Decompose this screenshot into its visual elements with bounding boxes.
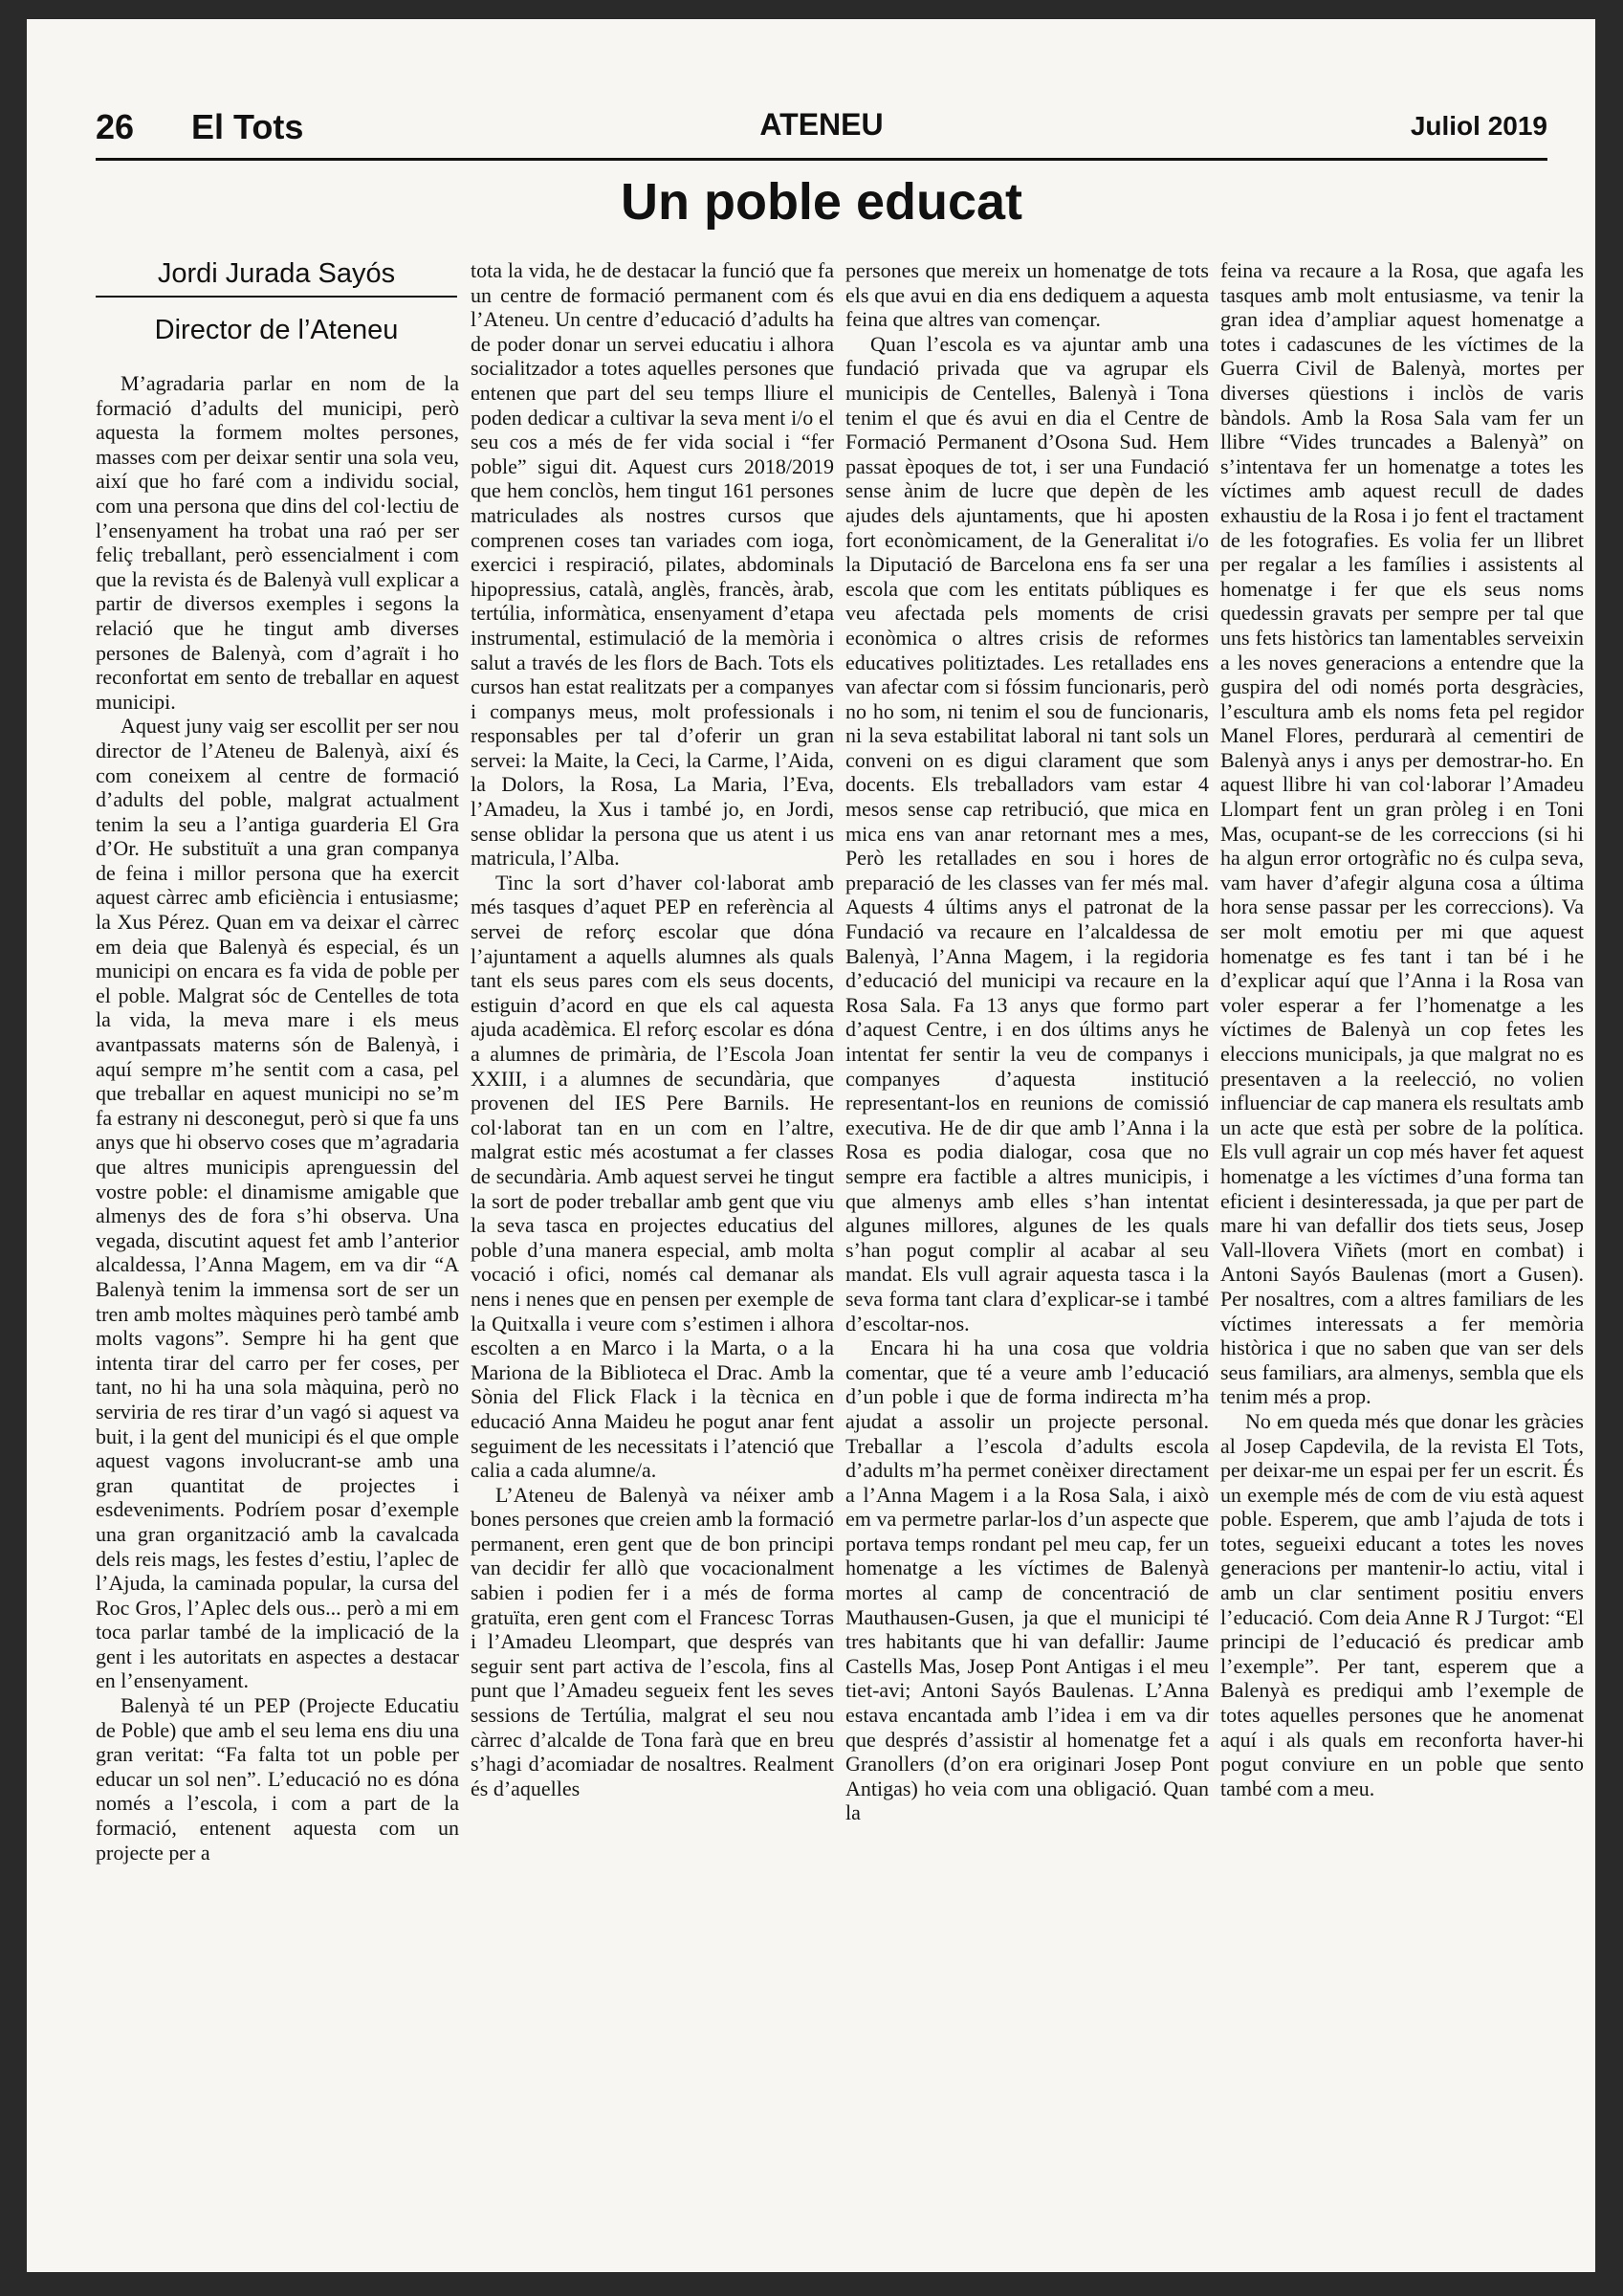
author-name: Jordi Jurada Sayós [96, 258, 457, 298]
byline [96, 258, 457, 346]
paragraph: No em queda més que donar les gràcies al Josep Capdevila, de la revista El Tots, per deixar-me un espai per fer un escrit. És un exemple més de com de viu està aquest poble. Esperem, que amb l’ajuda de tots i totes, segueixi educant a totes les noves generacions per mantenir-lo actiu, vital i amb un clar sentiment positiu envers l’educació. Com deia Anne R J Turgot: “El principi de l’educació és predicar amb l’exemple”. Per tant, esperem que a Balenyà es prediqui amb l’exemple de totes aquelles persones que he anomenat aquí i als quals em reconforta haver-hi pogut conviure en un poble que sento també com a meu. [1220, 1408, 1584, 1800]
paragraph: Quan l’escola es va ajuntar amb una fundació privada que va agrupar els municipis de Centelles, Balenyà i Tona tenim el que és avui en dia el Centre de Formació Permanent d’Osona Sud. Hem passat èpoques de tot, i ser una Fundació sense ànim de lucre que depèn de les ajudes dels ajuntaments, que hi aposten fort econòmicament, de la Generalitat i/o la Diputació de Barcelona ens fa ser una escola que com les entitats públiques es veu afectada pels moments de crisi econòmica o altres crisis de reformes educatives politiztades. Les retallades ens van afectar com si fóssim funcionaris, però no ho som, ni tenim el sou de funcionaris, ni la seva estabilitat laboral ni tant sols un conveni on es digui clarament que som docents. Els treballadors vam estar 4 mesos sense cap retribució, que mica en mica ens van anar retornant mes a mes, Però les retallades en sou i hores de preparació de les classes van fer més mal. Aquests 4 últims anys el patronat de la Fundació va recaure en l’alcaldessa de Balenyà, l’Anna Magem, i la regidoria d’educació del municipi va recaure en la Rosa Sala. Fa 13 anys que formo part d’aquest Centre, i en dos últims anys he intentat fer sentir la veu de companys i companyes d’aquesta institució representant-los en reunions de comissió executiva. He de dir que amb l’Anna i la Rosa es podia dialogar, cosa que no sempre era factible a altres municipis, i que almenys amb elles s’han intentat algunes millores, algunes de les quals s’han pogut complir al acabar al seu mandat. Els vull agrair aquesta tasca i la seva forma tant clara d’explicar-se i també d’escoltar-nos. [845, 331, 1209, 1336]
paragraph: persones que mereix un homenatge de tots els que avui en dia ens dediquem a aquesta feina que altres van començar. [845, 258, 1209, 332]
page-number: 26 [96, 107, 135, 146]
article-column-4 [1220, 258, 1584, 2248]
paragraph: feina va recaure a la Rosa, que agafa les tasques amb molt entusiasme, va tenir la gran idea d’ampliar aquest homenatge a totes i cadascunes de les víctimes de la Guerra Civil de Balenyà, mortes per diverses qüestions i inclòs de varis bàndols. Amb la Rosa Sala vam fer un llibre “Vides truncades a Balenyà” on s’intentava fer un homenatge a totes les víctimes amb aquest recull de dades exhaustiu de la Rosa i jo fent el tractament de les fotografies. Es volia fer un llibret per regalar a les famílies i assistents al homenatge i fer que els seus noms quedessin gravats per sempre per tal que uns fets històrics tan lamentables serveixin a les noves generacions a entendre que la guspira del odi només porta desgràcies, l’escultura amb els noms feta pel regidor Manel Flores, perdurarà al cementiri de Balenyà anys i anys per demostrar-ho. En aquest llibre hi van col·laborar l’Amadeu Llompart fent un gran pròleg i en Toni Mas, ocupant-se de les correccions (si hi ha algun error ortogràfic no és culpa seva, vam haver d’afegir alguna cosa a última hora sense passar per les correccions). Va ser molt emotiu per mi que aquest homenatge es fes tant i tan bé i he d’explicar aquí que l’Anna i la Rosa van voler esperar a fer l’homenatge a les víctimes de Balenyà un cop fetes les eleccions municipals, ja que malgrat no es presentaven a la reelecció, no volien influenciar de cap manera els resultats amb un acte que està per sobre de la política. Els vull agrair un cop més haver fet aquest homenatge a les víctimes d’una forma tan eficient i desinteressada, ja que per part de mare hi van defallir dos tiets seus, Josep Vall-llovera Viñets (mort en combat) i Antoni Sayós Baulenas (mort a Gusen). Per nosaltres, com a altres familiars de les víctimes interessats a fer memòria històrica i que no saben que van ser dels seus familiars, ara almenys, sembla que els tenim més a prop. [1220, 258, 1584, 1409]
paragraph: M’agradaria parlar en nom de la formació d’adults del municipi, però aquesta la formem moltes persones, masses com per deixar sentir una sola veu, així que ho faré com a individu social, com una persona que dins del col·lectiu de l’ensenyament ha trobat una raó per ser feliç treballant, però essencialment i com que la revista és de Balenyà vull explicar a partir de diversos exemples i segons la relació que he tingut amb diverses persones de Balenyà, com d’agraït i ho reconfortat em sento de treballar en aquest municipi. [96, 371, 459, 714]
header-rule [96, 158, 1547, 161]
paragraph: tota la vida, he de destacar la funció que fa un centre de formació permanent com és l’Ateneu. Un centre d’educació d’adults ha de poder donar un servei educatiu i alhora socialitzador a totes aquelles persones que entenen que part del seu temps lliure el poden dedicar a cultivar la seva ment i/o el seu cos a més de fer vida social i “fer poble” sigui dit. Aquest curs 2018/2019 que hem conclòs, hem tingut 161 persones matriculades als nostres cursos que comprenen coses tan variades com ioga, exercici i respiració, pilates, abdominals hipopressius, català, anglès, francès, àrab, tertúlia, informàtica, ensenyament d’etapa instrumental, estimulació de la memòria i salut a través de les flors de Bach. Tots els cursos han estat realitzats per a companyes i companys meus, molt professionals i responsables per tal d’oferir un gran servei: la Maite, la Ceci, la Carme, l’Aida, la Dolors, la Rosa, La Maria, l’Eva, l’Amadeu, la Xus i també jo, en Jordi, sense oblidar la persona que us atent i us matricula, l’Alba. [471, 258, 834, 871]
section-name: ATENEU [759, 107, 884, 142]
newspaper-page [27, 19, 1595, 2272]
publication-name: El Tots [191, 107, 304, 146]
author-role: Director de l’Ateneu [154, 315, 399, 345]
paragraph: Balenyà té un PEP (Projecte Educatiu de Poble) que amb el seu lema ens diu una gran veritat: “Fa falta tot un poble per educar un sol nen”. L’educació no es dóna només a l’escola, i com a part de la formació, entenent aquesta com un projecte per a [96, 1693, 459, 1865]
issue-date: Juliol 2019 [1410, 111, 1547, 141]
article-column-3 [845, 258, 1209, 2248]
article-title: Un poble educat [620, 173, 1023, 231]
paragraph: L’Ateneu de Balenyà va néixer amb bones persones que creien amb la formació permanent, eren gent que de bon principi van decidir fer allò que vocacionalment sabien i podien fer i a més de forma gratuïta, eren gent com el Francesc Torras i l’Amadeu Lleompart, que després van seguir sent part activa de l’escola, fins al punt que l’Amadeu segueix fent les seves sessions de Tertúlia, malgrat el seu nou càrrec d’alcalde de Tona farà que en breu s’hagi d’acomiadar de nosaltres. Realment és d’aquelles [471, 1482, 834, 1800]
article-column-1 [96, 371, 459, 2246]
paragraph: Tinc la sort d’haver col·laborat amb més tasques d’aquet PEP en referència al servei de reforç escolar que dóna l’ajuntament a aquells alumnes als quals tant els seus pares com els seus docents, estiguin d’acord en que els cal aquesta ajuda acadèmica. El reforç escolar es dóna a alumnes de primària, de l’Escola Joan XXIII, i a alumnes de secundària, que provenen del IES Pere Barnils. He col·laborat tan en un com en l’altre, malgrat estic més acostumat a fer classes de secundària. Amb aquest servei he tingut la sort de poder treballar amb gent que viu la seva tasca en projectes educatius del poble d’una manera especial, amb molta vocació i ofici, només cal demanar als nens i nenes que en pensen per exemple de la Quitxalla i veure com s’estimen i alhora escolten a en Marco i la Marta, o a la Mariona de la Biblioteca el Drac. Amb la Sònia del Flick Flack i la tècnica en educació Anna Maideu he pogut anar fent seguiment de les necessitats i l’atenció que calia a cada alumne/a. [471, 870, 834, 1483]
page-header [96, 94, 1547, 161]
paragraph: Aquest juny vaig ser escollit per ser nou director de l’Ateneu de Balenyà, així és com coneixem al centre de formació d’adults del poble, malgrat actualment tenim la seu a l’antiga guarderia El Gra d’Or. He substituït a una gran companya de feina i millor persona que ha exercit aquest càrrec amb eficiència i entusiasme; la Xus Pérez. Quan em va deixar el càrrec em deia que Balenyà és especial, és un municipi on encara es fa vida de poble per el poble. Malgrat sóc de Centelles de tota la vida, la meva mare i els meus avantpassats materns són de Balenyà, i aquí sempre m’he sentit com a casa, pel que treballar en aquest municipi no se’m fa estrany ni desconegut, però si que fa uns anys que hi observo coses que m’agradaria que altres municipis aprenguessin del vostre poble: el dinamisme amigable que almenys des de fora s’hi observa. Una vegada, discutint aquest fet amb l’anterior alcaldessa, l’Anna Magem, em va dir “A Balenyà tenim la immensa sort de ser un tren amb moltes màquines però també amb molts vagons”. Sempre hi ha gent que intenta tirar del carro per fer coses, per tant, no hi ha una sola màquina, però no serviria de res tirar d’un vagó si aquest va buit, i la gent del municipi és el que omple aquest vagons involucrant-se amb una gran quantitat de projectes i esdeveniments. Podríem posar d’exemple una gran organització amb la cavalcada dels reis mags, les festes d’estiu, l’aplec de l’Ajuda, la caminada popular, la cursa del Roc Gros, l’Aplec dels ous... però a mi em toca parlar també de la implicació de la gent i les autoritats en aspectes a destacar en l’ensenyament. [96, 714, 459, 1693]
paragraph: Encara hi ha una cosa que voldria comentar, que té a veure amb l’educació d’un poble i que de forma indirecta m’ha ajudat a assolir un projecte personal. Treballar a l’escola d’adults escola d’adults m’ha permet conèixer directament a l’Anna Magem i a la Rosa Sala, i això em va permetre parlar-los d’un aspecte que portava temps rondant pel meu cap, fer un homenatge a les víctimes de Balenyà mortes al camp de concentració de Mauthausen-Gusen, ja que el municipi té tres habitants que hi van defallir: Jaume Castells Mas, Josep Pont Antigas i el meu tiet-avi; Antoni Sayós Baulenas. L’Anna estava encantada amb l’idea i em va dir que després d’assistir al homenatge fet a Granollers (d’on era originari Josep Pont Antigas) ho veia com una obligació. Quan la [845, 1336, 1209, 1825]
article-column-2 [471, 258, 834, 2248]
